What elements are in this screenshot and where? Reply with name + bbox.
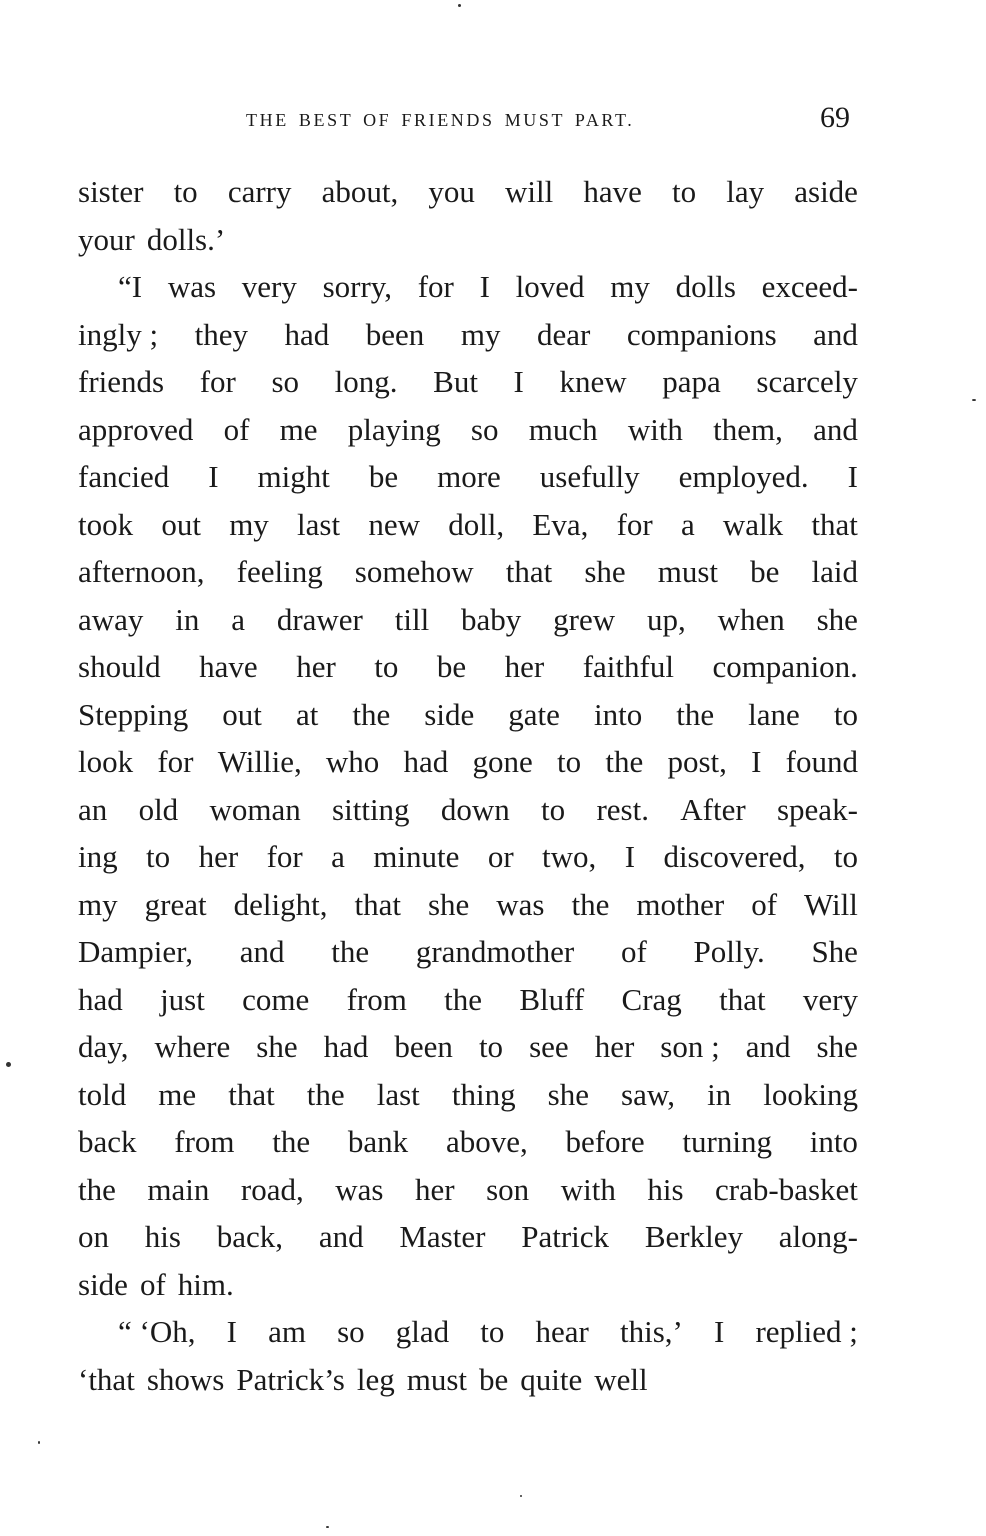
word: into bbox=[809, 1124, 858, 1159]
word: or bbox=[487, 839, 514, 874]
word: in bbox=[175, 601, 200, 637]
word: Master bbox=[399, 1219, 486, 1254]
word: so bbox=[271, 364, 300, 399]
word: come bbox=[242, 981, 310, 1017]
word: of bbox=[139, 1266, 166, 1302]
word: took bbox=[78, 506, 134, 542]
word: great bbox=[144, 886, 207, 922]
word: was bbox=[496, 886, 545, 922]
word: long. bbox=[334, 364, 398, 399]
word: them, bbox=[713, 411, 783, 447]
word: him. bbox=[177, 1266, 234, 1302]
word: saw, bbox=[621, 1076, 675, 1112]
word: of bbox=[620, 934, 647, 969]
word: and bbox=[318, 1219, 364, 1254]
word: loved bbox=[515, 269, 585, 304]
word: had bbox=[403, 744, 449, 779]
word: the bbox=[571, 886, 610, 922]
word: at bbox=[295, 696, 319, 732]
word: Bluff bbox=[519, 981, 585, 1017]
word: to bbox=[480, 1314, 505, 1349]
word: Eva, bbox=[532, 506, 589, 542]
word: her bbox=[296, 649, 336, 684]
word: back bbox=[78, 1124, 137, 1159]
word: I bbox=[713, 1314, 725, 1349]
word: be bbox=[750, 554, 780, 589]
word: for bbox=[417, 269, 454, 304]
word: found bbox=[785, 744, 858, 779]
word: last bbox=[297, 506, 341, 542]
text-line bbox=[78, 406, 858, 454]
word: this,’ bbox=[619, 1314, 683, 1349]
word: along- bbox=[778, 1219, 858, 1254]
word: to bbox=[374, 649, 399, 684]
word: the bbox=[331, 934, 370, 969]
word: discovered, bbox=[663, 839, 806, 874]
text-line bbox=[78, 833, 858, 881]
word: looking bbox=[763, 1076, 858, 1112]
text-line bbox=[78, 1261, 858, 1309]
word: ingly ; bbox=[78, 316, 159, 352]
word: a bbox=[680, 506, 695, 542]
word: her bbox=[504, 649, 545, 684]
word: new bbox=[368, 506, 420, 542]
word: sorry, bbox=[322, 269, 393, 304]
word: I bbox=[624, 839, 636, 874]
word: been bbox=[394, 1029, 453, 1064]
word: After bbox=[680, 791, 746, 827]
word: very bbox=[802, 981, 858, 1017]
text-line bbox=[78, 501, 858, 549]
text-line bbox=[78, 311, 858, 359]
word: more bbox=[437, 459, 501, 494]
word: laid bbox=[811, 554, 858, 589]
word: and bbox=[239, 934, 285, 969]
word: that bbox=[228, 1076, 275, 1112]
word: of bbox=[223, 411, 250, 447]
word: to bbox=[833, 696, 858, 732]
text-line bbox=[78, 596, 858, 644]
scan-speck bbox=[6, 1062, 11, 1067]
word: my bbox=[229, 506, 269, 542]
text-line bbox=[78, 263, 858, 311]
word: scarcely bbox=[756, 364, 858, 399]
scan-speck bbox=[458, 4, 461, 7]
word: somehow bbox=[354, 554, 474, 589]
word: to bbox=[173, 174, 198, 209]
word: with bbox=[560, 1171, 616, 1207]
word: walk bbox=[722, 506, 784, 542]
word: that bbox=[505, 554, 553, 589]
word: they bbox=[194, 316, 248, 352]
word: I bbox=[751, 744, 762, 779]
word: I bbox=[513, 364, 524, 399]
text-line bbox=[78, 358, 858, 406]
word: had bbox=[78, 981, 123, 1017]
word: she bbox=[584, 554, 626, 589]
word: the bbox=[676, 696, 715, 732]
word: drawer bbox=[276, 601, 363, 637]
word: well bbox=[594, 1361, 648, 1397]
word: Polly. bbox=[693, 934, 765, 969]
word: mother bbox=[636, 886, 725, 922]
page-number: 69 bbox=[820, 101, 850, 134]
word: hear bbox=[535, 1314, 589, 1349]
word: for bbox=[266, 839, 303, 874]
word: till bbox=[394, 601, 430, 637]
word: should bbox=[78, 649, 161, 684]
word: ing bbox=[78, 839, 118, 874]
text-line bbox=[78, 453, 858, 501]
word: faithful bbox=[582, 649, 674, 684]
word: crab-basket bbox=[715, 1171, 858, 1207]
scan-speck bbox=[972, 399, 976, 401]
word: so bbox=[470, 411, 499, 447]
word: was bbox=[335, 1171, 384, 1207]
word: companions bbox=[626, 316, 777, 352]
word: up, bbox=[646, 601, 686, 637]
word: gate bbox=[508, 696, 560, 732]
word: away bbox=[78, 601, 144, 637]
word: feeling bbox=[236, 554, 323, 589]
text-line bbox=[78, 168, 858, 216]
word: I bbox=[208, 459, 219, 494]
text-line bbox=[78, 1118, 858, 1166]
text-line bbox=[78, 548, 858, 596]
word: two, bbox=[542, 839, 597, 874]
word: she bbox=[816, 1029, 858, 1064]
word: about, bbox=[321, 174, 399, 209]
word: turning bbox=[682, 1124, 772, 1159]
scan-speck bbox=[520, 1495, 522, 1497]
word: with bbox=[627, 411, 683, 447]
word: But bbox=[433, 364, 478, 399]
word: replied ; bbox=[755, 1314, 858, 1349]
word: Crag bbox=[621, 981, 682, 1017]
word: I bbox=[226, 1314, 237, 1349]
scan-speck bbox=[38, 1441, 40, 1444]
text-line bbox=[78, 738, 858, 786]
text-line bbox=[78, 928, 858, 976]
word: rest. bbox=[596, 791, 649, 827]
word: “I bbox=[118, 269, 143, 304]
word: just bbox=[160, 981, 205, 1017]
word: am bbox=[268, 1314, 306, 1349]
word: me bbox=[158, 1076, 197, 1112]
word: minute bbox=[373, 839, 460, 874]
word: “ ‘Oh, bbox=[118, 1314, 196, 1349]
word: an bbox=[78, 791, 108, 827]
text-line bbox=[78, 1308, 858, 1356]
word: his bbox=[647, 1171, 684, 1207]
word: the bbox=[272, 1124, 311, 1159]
word: will bbox=[504, 174, 554, 209]
word: had bbox=[323, 1029, 369, 1064]
word: carry bbox=[227, 174, 292, 209]
word: to bbox=[146, 839, 171, 874]
running-title: THE BEST OF FRIENDS MUST PART. bbox=[246, 110, 635, 130]
word: Willie, bbox=[217, 744, 302, 779]
word: Berkley bbox=[644, 1219, 743, 1254]
word: sitting bbox=[332, 791, 410, 827]
word: down bbox=[440, 791, 510, 827]
word: was bbox=[167, 269, 217, 304]
word: the bbox=[352, 696, 391, 732]
word: on bbox=[78, 1219, 109, 1254]
word: employed. bbox=[678, 459, 809, 494]
word: into bbox=[593, 696, 643, 732]
word: have bbox=[199, 649, 258, 684]
word: Dampier, bbox=[78, 934, 193, 969]
word: my bbox=[610, 269, 650, 304]
word: exceed- bbox=[761, 269, 858, 304]
word: your bbox=[78, 221, 135, 257]
word: approved bbox=[78, 411, 194, 447]
word: last bbox=[376, 1076, 420, 1112]
word: grew bbox=[553, 601, 616, 637]
word: gone bbox=[472, 744, 533, 779]
word: me bbox=[279, 411, 318, 447]
word: lane bbox=[748, 696, 800, 732]
text-line bbox=[78, 691, 858, 739]
word: and bbox=[813, 411, 858, 447]
word: Patrick bbox=[521, 1219, 610, 1254]
word: when bbox=[717, 601, 785, 637]
word: that bbox=[354, 886, 401, 922]
word: to bbox=[478, 1029, 504, 1064]
text-line bbox=[78, 976, 858, 1024]
word: bank bbox=[347, 1124, 409, 1159]
word: from bbox=[346, 981, 407, 1017]
text-line bbox=[78, 881, 858, 929]
word: to bbox=[833, 839, 858, 874]
word: papa bbox=[662, 364, 721, 399]
text-line bbox=[78, 643, 858, 691]
word: afternoon, bbox=[78, 554, 205, 589]
word: that bbox=[811, 506, 858, 542]
word: for bbox=[199, 364, 236, 399]
word: day, bbox=[78, 1029, 129, 1064]
word: have bbox=[583, 174, 642, 209]
word: the bbox=[444, 981, 483, 1017]
word: She bbox=[811, 934, 858, 969]
word: old bbox=[138, 791, 179, 827]
word: might bbox=[257, 459, 330, 494]
word: be bbox=[436, 649, 467, 684]
text-line bbox=[78, 1071, 858, 1119]
word: son bbox=[486, 1171, 530, 1207]
text-line bbox=[78, 786, 858, 834]
scan-speck bbox=[326, 1526, 329, 1528]
word: had bbox=[284, 316, 330, 352]
word: quite bbox=[520, 1361, 583, 1397]
word: be bbox=[479, 1361, 509, 1397]
word: lay bbox=[726, 174, 765, 209]
word: grandmother bbox=[415, 934, 575, 969]
word: dolls bbox=[675, 269, 736, 304]
text-line bbox=[78, 1023, 858, 1071]
word: for bbox=[616, 506, 653, 542]
word: glad bbox=[395, 1314, 450, 1349]
word: post, bbox=[667, 744, 727, 779]
word: much bbox=[528, 411, 598, 447]
word: her bbox=[198, 839, 239, 874]
word: delight, bbox=[233, 886, 328, 922]
word: Stepping bbox=[78, 696, 189, 732]
word: Patrick’s bbox=[236, 1361, 345, 1397]
word: be bbox=[368, 459, 399, 494]
text-line bbox=[78, 1213, 858, 1261]
word: my bbox=[460, 316, 501, 352]
word: must bbox=[406, 1361, 467, 1397]
word: that bbox=[719, 981, 766, 1017]
word: above, bbox=[445, 1124, 528, 1159]
word: I bbox=[847, 459, 858, 494]
word: in bbox=[707, 1076, 732, 1112]
word: doll, bbox=[448, 506, 505, 542]
word: leg bbox=[356, 1361, 395, 1397]
word: speak- bbox=[776, 791, 858, 827]
word: must bbox=[657, 554, 719, 589]
word: she bbox=[547, 1076, 589, 1112]
word: companion. bbox=[712, 649, 858, 684]
text-line bbox=[78, 1356, 858, 1404]
word: been bbox=[365, 316, 425, 352]
word: a bbox=[231, 601, 245, 637]
word: the bbox=[605, 744, 644, 779]
body-text bbox=[78, 168, 858, 1403]
word: very bbox=[241, 269, 297, 304]
word: look bbox=[78, 744, 134, 779]
word: so bbox=[337, 1314, 365, 1349]
word: and bbox=[745, 1029, 791, 1064]
word: before bbox=[565, 1124, 645, 1159]
word: the bbox=[78, 1171, 116, 1207]
word: Will bbox=[804, 886, 858, 922]
word: son ; bbox=[660, 1029, 720, 1064]
word: aside bbox=[794, 174, 858, 209]
word: shows bbox=[146, 1361, 225, 1397]
word: where bbox=[154, 1029, 231, 1064]
word: main bbox=[147, 1171, 210, 1207]
word: she bbox=[427, 886, 470, 922]
word: her bbox=[415, 1171, 455, 1207]
word: sister bbox=[78, 174, 144, 209]
word: out bbox=[222, 696, 262, 732]
word: she bbox=[256, 1029, 298, 1064]
word: see bbox=[529, 1029, 569, 1064]
word: from bbox=[174, 1124, 235, 1159]
word: of bbox=[751, 886, 778, 922]
word: knew bbox=[559, 364, 627, 399]
word: usefully bbox=[539, 459, 640, 494]
word: back, bbox=[216, 1219, 284, 1254]
word: friends bbox=[78, 364, 165, 399]
word: side bbox=[424, 696, 475, 732]
word: to bbox=[541, 791, 566, 827]
word: her bbox=[594, 1029, 635, 1064]
word: and bbox=[813, 316, 858, 352]
word: told bbox=[78, 1076, 127, 1112]
word: side bbox=[78, 1266, 128, 1302]
word: dolls.’ bbox=[146, 221, 226, 257]
word: the bbox=[306, 1076, 345, 1112]
word: to bbox=[557, 744, 582, 779]
word: thing bbox=[451, 1076, 516, 1112]
word: ‘that bbox=[78, 1361, 135, 1397]
text-line bbox=[78, 1166, 858, 1214]
word: I bbox=[479, 269, 490, 304]
word: dear bbox=[536, 316, 591, 352]
word: she bbox=[816, 601, 858, 637]
word: to bbox=[672, 174, 697, 209]
word: a bbox=[331, 839, 345, 874]
word: woman bbox=[209, 791, 301, 827]
word: baby bbox=[461, 601, 522, 637]
word: for bbox=[157, 744, 194, 779]
word: who bbox=[325, 744, 380, 779]
text-line bbox=[78, 216, 858, 264]
word: playing bbox=[347, 411, 441, 447]
word: you bbox=[428, 174, 475, 209]
word: road, bbox=[240, 1171, 304, 1207]
word: fancied bbox=[78, 459, 170, 494]
word: his bbox=[144, 1219, 181, 1254]
word: out bbox=[161, 506, 201, 542]
word: my bbox=[78, 886, 118, 922]
